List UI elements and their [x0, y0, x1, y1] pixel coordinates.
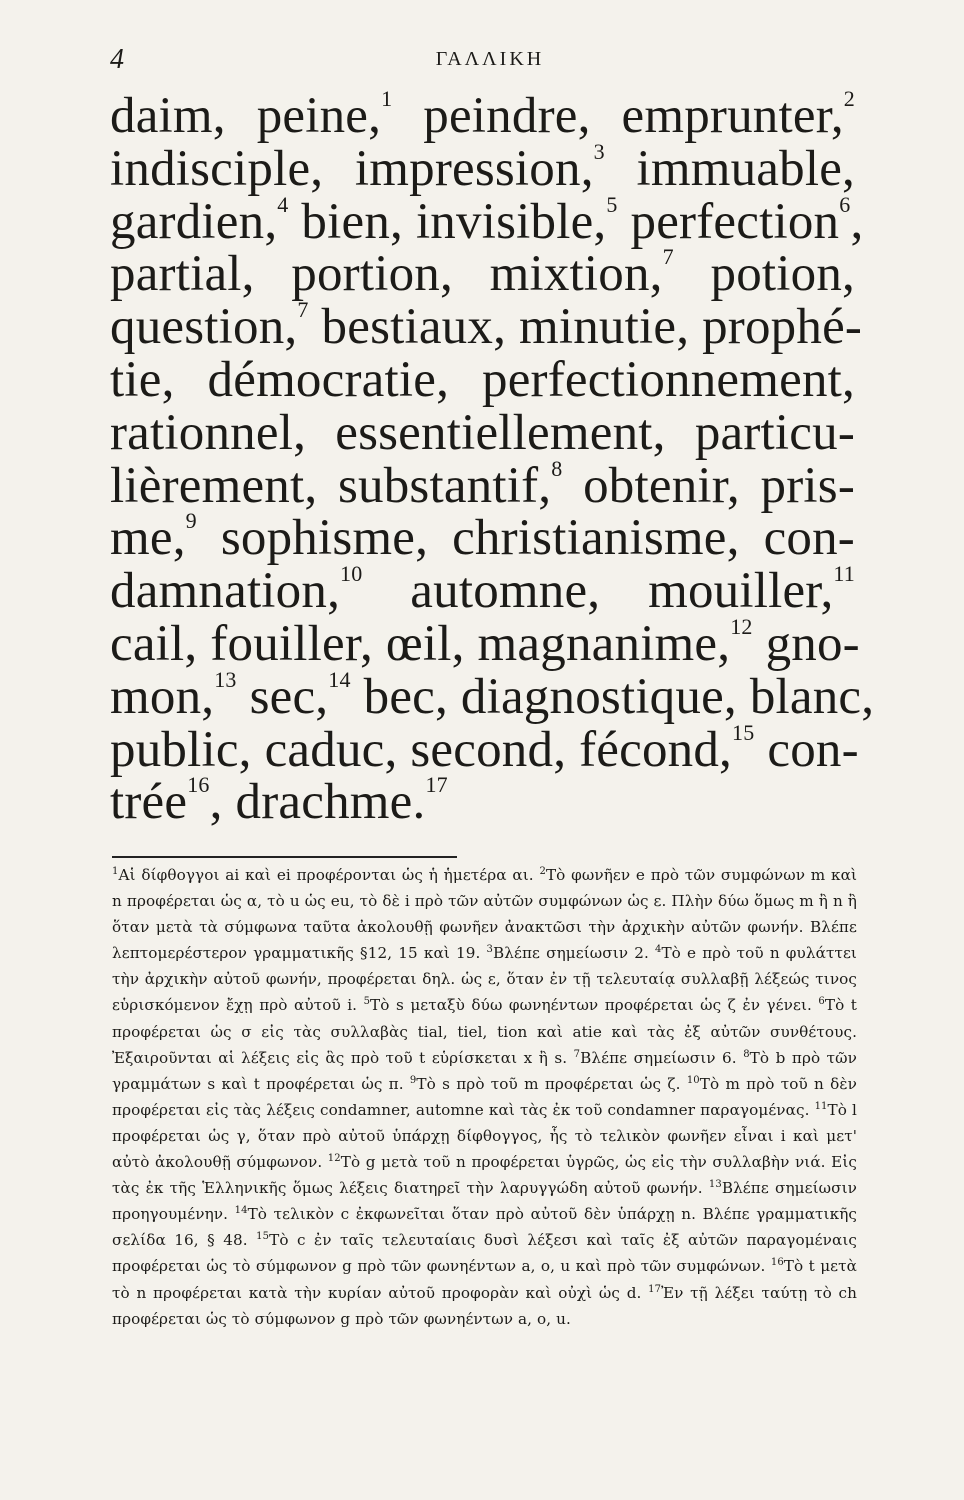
footnote-number: 12	[327, 1153, 341, 1165]
footnote-marker: 13	[214, 666, 237, 692]
footnote-text: Τὸ s μεταξὺ δύω φωνηέντων προφέρεται ὡς ζ ἐν γένει.	[370, 996, 819, 1015]
footnote-text: Ἐν τῇ λέξει ταύτῃ τὸ ch προφέρεται ὡς τὸ σύμφωνον g πρὸ τῶν φωνηέντων a, o, u.	[112, 1283, 857, 1328]
footnote-number: 17	[648, 1283, 662, 1295]
footnote-number: 8	[743, 1048, 750, 1060]
footnote-text: Τὸ s πρὸ τοῦ m προφέρεται ὡς ζ.	[416, 1074, 687, 1093]
text-line	[110, 613, 860, 672]
text-segment: peindre, emprunter,	[392, 88, 844, 144]
text-line	[110, 561, 855, 620]
footnote-number: 15	[256, 1231, 270, 1243]
footnote-marker: 2	[843, 86, 855, 111]
text-line	[110, 772, 855, 831]
text-line	[110, 351, 855, 408]
text-line	[110, 191, 864, 250]
text-segment: perfection	[617, 193, 840, 250]
footnote-text: Αἱ δίφθογγοι ai καὶ ei προφέρονται ὡς ἡ ἡμετέρα αι.	[118, 866, 540, 884]
footnote-text: Τὸ c ἐν ταῖς τελευταίαις δυσὶ λέξεσι καὶ ταῖς ἐξ αὐτῶν παραγομέναις προφέρεται ὡς τὸ σύμφωνον g πρὸ τῶν φωνηέντων a, o, u καὶ πρὸ τῶν συμφώνων.	[112, 1231, 857, 1276]
footnote-rule	[112, 856, 457, 858]
text-segment: potion,	[673, 246, 855, 303]
text-segment: cail, fouiller, œil, magnanime,	[110, 615, 731, 672]
text-line	[110, 508, 855, 567]
text-segment: gno-	[752, 615, 860, 672]
text-segment: bien, invisible,	[288, 193, 607, 250]
text-line	[110, 138, 855, 197]
text-line	[110, 719, 859, 778]
text-line	[110, 455, 855, 514]
footnote-marker: 14	[328, 666, 351, 692]
footnote-text: Βλέπε σημείωσιν 6.	[580, 1048, 744, 1067]
text-line	[110, 297, 863, 356]
footnote-number: 9	[409, 1074, 417, 1086]
running-title: ΓΑΛΛΙΚΗ	[435, 48, 545, 70]
footnote-number: 1	[112, 866, 119, 877]
footnote-number: 10	[686, 1074, 700, 1086]
footnote-text: Βλέπε σημείωσιν 2.	[493, 944, 655, 963]
footnote-text: Τὸ b πρὸ τῶν γραμμάτων s καὶ t προφέρεται ὡς π.	[112, 1048, 857, 1093]
text-segment: rationnel, essentiellement, particu-	[110, 404, 855, 461]
footnote-text: Τὸ t μετὰ τὸ n προφέρεται κατὰ τὴν κυρίαν αὐτοῦ προφορὰν καὶ οὐχὶ ὡς d.	[112, 1257, 857, 1302]
footnote-number: 2	[539, 866, 546, 877]
text-line	[110, 86, 855, 144]
footnote-number: 3	[486, 944, 493, 956]
text-line	[110, 666, 875, 725]
text-segment: question,	[110, 299, 298, 356]
footnote-number: 13	[708, 1179, 722, 1191]
footnote-number: 14	[234, 1205, 248, 1217]
text-segment: gardien,	[110, 193, 278, 250]
footnote-marker: 7	[662, 244, 674, 270]
text-segment: tie, démocratie, perfectionnement,	[110, 351, 855, 408]
footnote-number: 5	[363, 996, 371, 1008]
footnote	[574, 1049, 744, 1067]
text-segment: bec, diagnostique, blanc,	[350, 668, 875, 725]
footnote-text: Τὸ t προφέρεται ὡς σ εἰς τὰς συλλαβὰς tial, tiel, tion καὶ atie καὶ τὰς ἐξ αὐτῶν συνθέτους. Ἐξαιροῦνται αἱ λέξεις εἰς ἃς πρὸ τοῦ t εὑρίσκεται x ἢ s.	[112, 996, 857, 1067]
footnote-number: 16	[770, 1257, 784, 1269]
text-segment: mon,	[110, 668, 215, 725]
footnote	[410, 1075, 687, 1093]
footnote-marker: 7	[297, 297, 309, 323]
text-line	[110, 244, 855, 303]
footnotes	[112, 862, 857, 1332]
footnote-marker: 9	[185, 508, 197, 534]
text-segment: , drachme.	[209, 774, 426, 831]
footnote-text: Τὸ τελικὸν c ἐκφωνεῖται ὅταν πρὸ αὐτοῦ δὲν ὑπάρχῃ n. Βλέπε γραμματικῆς σελίδα 16, § 48.	[112, 1205, 858, 1250]
text-line	[110, 404, 855, 461]
text-segment: bestiaux, minutie, prophé-	[308, 299, 863, 356]
footnote-marker: 6	[839, 191, 851, 217]
footnote-marker: 17	[425, 772, 448, 798]
footnote-marker: 16	[187, 772, 210, 798]
footnote-marker: 4	[277, 191, 289, 217]
footnote-text: Τὸ l προφέρεται ὡς γ, ὅταν πρὸ αὐτοῦ ὑπάρχῃ δίφθογγος, ἧς τὸ τελικὸν φωνῆεν εἶναι i καὶ μετ' αὐτὸ ἀκολουθῇ σύμφωνον.	[112, 1100, 858, 1172]
footnote-marker: 3	[593, 138, 605, 164]
footnote-number: 11	[814, 1100, 828, 1112]
footnote-marker: 5	[606, 191, 618, 217]
main-text	[110, 86, 875, 831]
page-header	[110, 44, 870, 74]
footnote	[487, 944, 655, 962]
footnote-text: Τὸ φωνῆεν e πρὸ τῶν συμφώνων m καὶ n προφέρεται ὡς α, τὸ u ὡς eu, τὸ δὲ i πρὸ τῶν αὐτῶν συμφώνων ὡς ε. Πλὴν δύω ὅμως m ἢ n ἢ ὅταν μετὰ τὰ σύμφωνα ταῦτα ἀκολουθῇ φωνῆεν ἀνακτῶσι τὴν ἀρχικὴν αὐτῶν φωνήν. Βλέπε λεπτομερέστερον γραμματικῆς §12, 15 καὶ 19.	[112, 866, 858, 963]
text-segment: lièrement, substantif,	[110, 457, 552, 514]
text-segment: trée	[110, 774, 188, 831]
footnote-marker: 8	[551, 455, 563, 481]
footnote-marker: 1	[381, 86, 393, 111]
text-segment: automne, mouiller,	[362, 563, 834, 620]
footnote-marker: 15	[732, 719, 755, 745]
footnote-text: Τὸ e πρὸ τοῦ n φυλάττει τὴν ἀρχικὴν αὐτοῦ φωνήν, προφέρεται δηλ. ὡς ε, ὅταν ἐν τῇ τελευταίᾳ συλλαβῇ λέξεώς τινος εὑρισκόμενον ἔχῃ πρὸ αὐτοῦ i.	[112, 944, 857, 1015]
footnote-text: Βλέπε σημείωσιν προηγουμένην.	[112, 1179, 857, 1224]
text-segment: me,	[110, 510, 186, 567]
footnote-number: 7	[573, 1048, 581, 1060]
text-segment: partial, portion, mixtion,	[110, 246, 663, 303]
footnote-number: 4	[654, 944, 662, 956]
text-segment: sec,	[236, 668, 329, 725]
text-segment: immuable,	[604, 140, 855, 197]
text-segment: daim, peine,	[110, 88, 382, 144]
footnote-number: 6	[818, 996, 825, 1008]
text-segment: con-	[754, 721, 859, 778]
text-segment: sophisme, christianisme, con-	[196, 510, 855, 567]
footnote-marker: 12	[730, 613, 753, 639]
text-segment: ,	[850, 193, 864, 250]
text-segment: damnation,	[110, 563, 341, 620]
text-segment: obtenir, pris-	[562, 457, 855, 514]
footnote	[364, 996, 819, 1014]
footnote-marker: 11	[833, 561, 855, 587]
page-number: 4	[110, 44, 124, 75]
footnote-marker: 10	[340, 561, 363, 587]
text-segment: public, caduc, second, fécond,	[110, 721, 733, 778]
footnote-text: Τὸ g μετὰ τοῦ n προφέρεται ὑγρῶς, ὡς εἰς τὴν συλλαβὴν νιά. Εἰς τὰς ἐκ τῆς Ἑλληνικῆς ὅμως λέξεις διατηρεῖ τὴν λαρυγγώδη αὐτοῦ φωνήν.	[112, 1153, 857, 1198]
footnote	[112, 866, 539, 884]
text-segment: indisciple, impression,	[110, 140, 594, 197]
footnote-text: Τὸ m πρὸ τοῦ n δὲν προφέρεται εἰς τὰς λέξεις condamner, automne καὶ τὰς ἐκ τοῦ condamner παραγομένας.	[112, 1074, 857, 1119]
